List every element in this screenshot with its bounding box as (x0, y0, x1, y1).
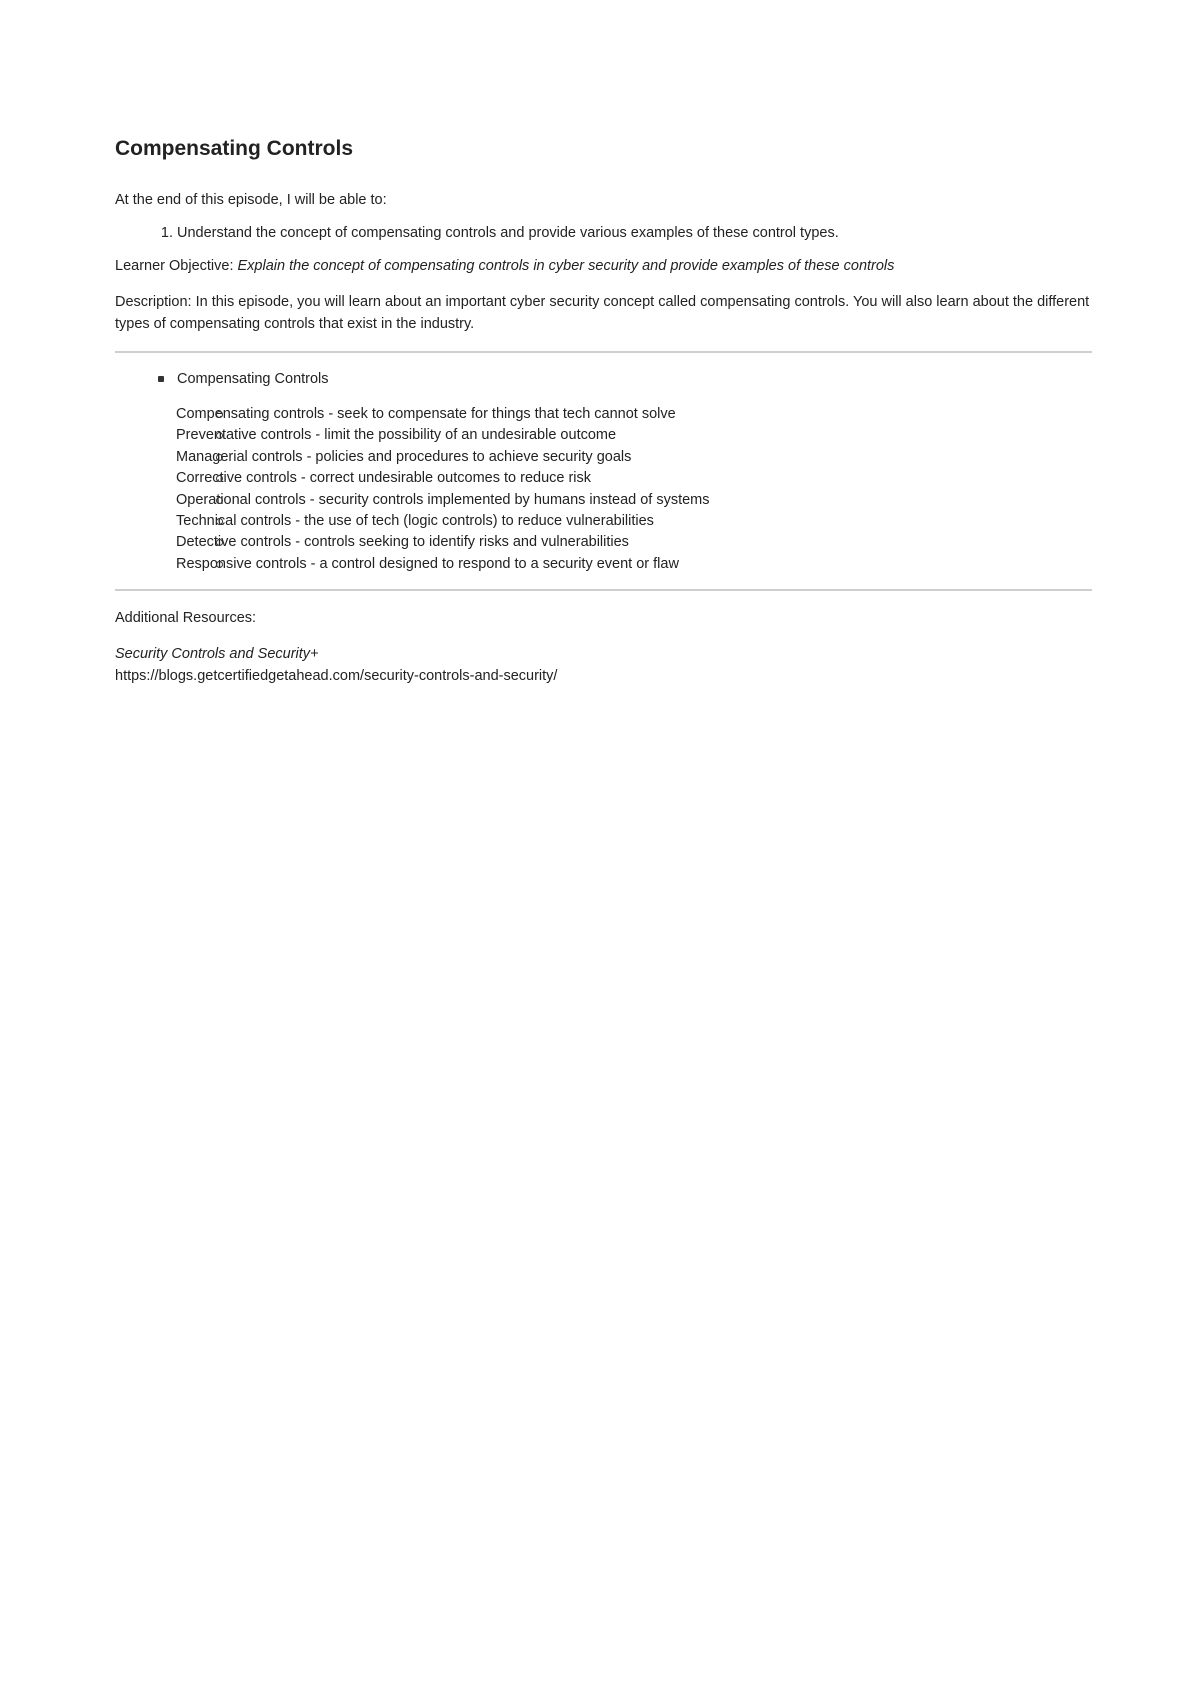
topic-item (115, 368, 1092, 390)
learner-objective (115, 255, 1092, 277)
circle-bullet-icon (216, 411, 223, 418)
divider-top (115, 351, 1092, 353)
objectives-list (115, 222, 1092, 244)
learner-objective-label: Learner Objective: (115, 258, 238, 274)
subtopic-item (115, 511, 1092, 532)
circle-bullet-icon (216, 518, 223, 525)
objective-item: 1. Understand the concept of compensating controls and provide various examples of these control types. (177, 222, 1092, 244)
learner-objective-text: Explain the concept of compensating controls in cyber security and provide examples of these controls (237, 258, 895, 274)
circle-bullet-icon (216, 561, 223, 568)
subtopic-item (115, 447, 1092, 468)
subtopic-item (115, 532, 1092, 553)
subtopics-list (115, 404, 1092, 575)
circle-bullet-icon (216, 454, 223, 461)
resources-heading: Additional Resources: (115, 610, 257, 627)
square-bullet-icon (158, 376, 164, 382)
subtopic-item (115, 404, 1092, 425)
subtopic-text: Responsive controls - a control designed to respond to a security event or flaw (176, 555, 679, 572)
resource-url: https://blogs.getcertifiedgetahead.com/security-controls-and-security/ (115, 668, 558, 685)
subtopic-text: Compensating controls - seek to compensate for things that tech cannot solve (176, 406, 676, 422)
resource-title: Security Controls and Security+ (115, 646, 319, 663)
page-title: Compensating Controls (115, 137, 354, 160)
document-content (115, 132, 1092, 687)
subtopic-item (115, 468, 1092, 489)
topics-list (115, 368, 1092, 390)
intro-text: At the end of this episode, I will be able to: (115, 192, 387, 208)
subtopic-item (115, 425, 1092, 446)
divider-bottom (115, 589, 1092, 591)
subtopic-text: Managerial controls - policies and procedures to achieve security goals (176, 448, 632, 465)
subtopic-text: Technical controls - the use of tech (logic controls) to reduce vulnerabilities (176, 513, 654, 530)
subtopic-text: Preventative controls - limit the possibility of an undesirable outcome (176, 427, 617, 444)
circle-bullet-icon (216, 497, 223, 504)
subtopic-item (115, 490, 1092, 511)
subtopic-item (115, 554, 1092, 575)
subtopic-text: Corrective controls - correct undesirable outcomes to reduce risk (176, 470, 592, 487)
topic-label: Compensating Controls (177, 371, 329, 387)
subtopic-text: Detective controls - controls seeking to identify risks and vulnerabilities (176, 534, 629, 551)
description-text: Description: In this episode, you will learn about an important cyber security concept called compensating controls. You will also learn about the different types of compensating controls that exist in the industry. (115, 294, 1090, 332)
subtopic-text: Operational controls - security controls implemented by humans instead of systems (176, 491, 710, 508)
